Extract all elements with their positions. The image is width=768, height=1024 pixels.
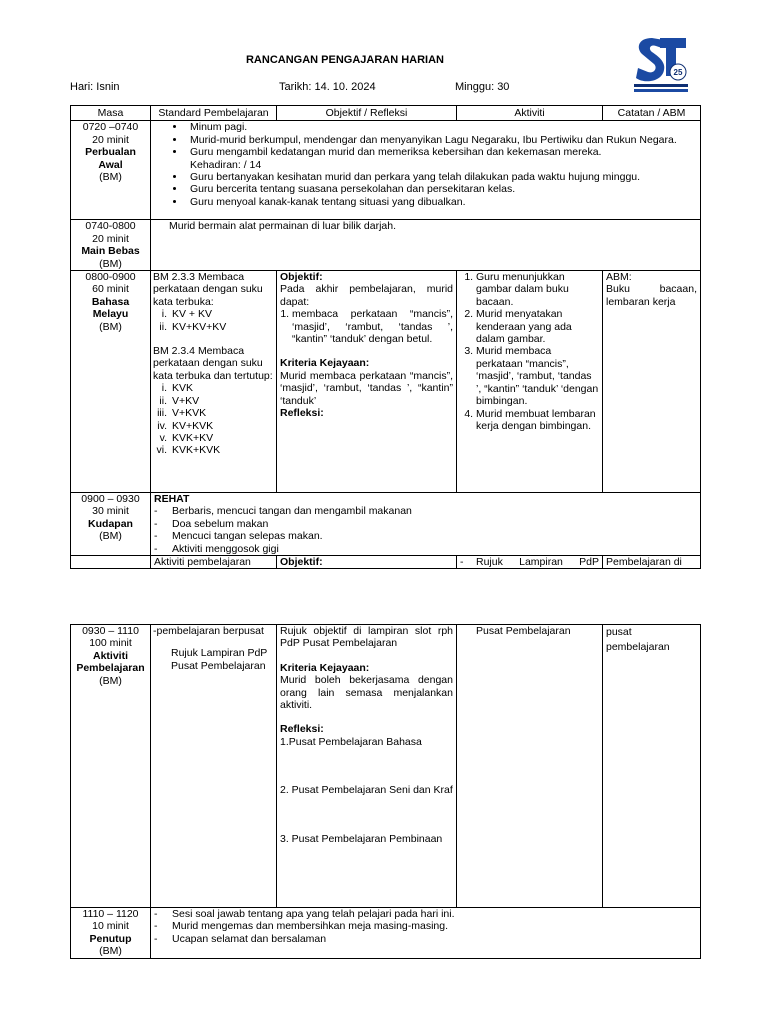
row-aktiviti-header: [71, 556, 701, 569]
list-item: - Aktiviti menggosok gigi: [154, 543, 697, 555]
activity-cell: [151, 908, 701, 959]
activity-cell: [151, 121, 701, 220]
minggu-label: Minggu: 30: [455, 81, 510, 93]
standard-cell: Aktiviti pembelajaran: [151, 556, 277, 569]
col-standard: Standard Pembelajaran: [151, 106, 277, 121]
time-cell: 0740-0800 20 minit Main Bebas (BM): [71, 220, 151, 271]
activity-cell: Murid bermain alat permainan di luar bilik darjah.: [151, 220, 701, 271]
catatan-cell: ABM: Buku bacaan, lembaran kerja: [603, 271, 701, 493]
col-objektif: Objektif / Refleksi: [277, 106, 457, 121]
objektif-cell: Rujuk objektif di lampiran slot rph PdP Pusat Pembelajaran Kriteria Kejayaan: Murid boleh bekerjasama dengan orang lain semasa menjalankan aktiviti. Refleksi: 1.Pusat Pembelajaran Bahasa 2. Pusat Pembelajaran Seni dan Kraf 3. Pusat Pembelajaran Pembinaan: [277, 625, 457, 908]
objektif-cell: Objektif: Pada akhir pembelajaran, murid dapat: 1. membaca perkataan “mancis”, ‘masjid’, ‘rambut, ‘tandas ’, “kantin” ‘tanduk’ dengan betul. Kriteria Kejayaan: Murid membaca perkataan “mancis”, ‘masjid’, ‘rambut, ‘tandas ’, “kantin” ‘tanduk’ Refleksi:: [277, 271, 457, 493]
table-header-row: [71, 106, 701, 121]
col-aktiviti: Aktiviti: [457, 106, 603, 121]
svg-text:25: 25: [673, 68, 683, 77]
aktiviti-cell: 1. Guru menunjukkan gambar dalam buku bacaan. 2. Murid menyatakan kenderaan yang ada dalam gambar. 3. Murid membaca perkataan “mancis”, ‘masjid’, ‘rambut, ‘tandas ’, “kantin” ‘tanduk’ ‘dengan bimbingan. 4. Murid membuat lembaran kerja dengan bimbingan.: [457, 271, 603, 493]
activity-cell: REHAT - Berbaris, mencuci tangan dan mengambil makanan - Doa sebelum makan - Mencuci tangan selepas makan. - Aktiviti menggosok gigi: [151, 493, 701, 556]
time-cell: [71, 556, 151, 569]
time-cell: 0720 –0740 20 minit Perbualan Awal (BM): [71, 121, 151, 220]
list-item: - Murid mengemas dan membersihkan meja masing-masing.: [154, 920, 697, 932]
row-perbualan-awal: [71, 121, 701, 220]
row-main-bebas: [71, 220, 701, 271]
list-item: • Guru bercerita tentang suasana persekolahan dan persekitaran kelas.: [186, 183, 697, 195]
time-cell: 0800-0900 60 minit Bahasa Melayu (BM): [71, 271, 151, 493]
list-item: • Murid-murid berkumpul, mendengar dan menyanyikan Lagu Negaraku, Ibu Pertiwiku dan Rukun Negara.: [186, 134, 697, 146]
row-penutup: [71, 908, 701, 959]
aktiviti-cell: - Rujuk Lampiran PdP: [457, 556, 603, 569]
col-masa: Masa: [71, 106, 151, 121]
time-cell: 0900 – 0930 30 minit Kudapan (BM): [71, 493, 151, 556]
plan-table-page2: [70, 624, 701, 959]
list-item: - Doa sebelum makan: [154, 518, 697, 530]
standard-cell: BM 2.3.3 Membaca perkataan dengan suku kata terbuka: i. KV + KV ii. KV+KV+KV BM 2.3.4 Membaca perkataan dengan suku kata terbuka dan tertutup: i. KVK ii. V+KV iii. V+KVK iv. KV+KVK v. KVK+KV vi. KVK+KVK: [151, 271, 277, 493]
list-item: - Sesi soal jawab tentang apa yang telah pelajari pada hari ini.: [154, 908, 697, 920]
page-title: RANCANGAN PENGAJARAN HARIAN: [245, 54, 444, 66]
row-aktiviti-pembelajaran: [71, 625, 701, 908]
plan-table-page1: [70, 105, 701, 569]
hari-label: Hari: Isnin: [70, 81, 120, 93]
row-bahasa-melayu: [71, 271, 701, 493]
time-cell: 0930 – 1110 100 minit Aktiviti Pembelajaran (BM): [71, 625, 151, 908]
objektif-cell: Objektif:: [277, 556, 457, 569]
school-logo: [632, 34, 690, 96]
time-cell: 1110 – 1120 10 minit Penutup (BM): [71, 908, 151, 959]
list-item: - Berbaris, mencuci tangan dan mengambil makanan: [154, 505, 697, 517]
list-item: - Mencuci tangan selepas makan.: [154, 530, 697, 542]
list-item: • Guru mengambil kedatangan murid dan memeriksa kebersihan dan kekemasan mereka. Kehadiran: / 14: [186, 146, 697, 171]
aktiviti-cell: Pusat Pembelajaran: [457, 625, 603, 908]
list-item: • Guru bertanyakan kesihatan murid dan perkara yang telah dilakukan pada waktu hujung minggu.: [186, 171, 697, 183]
catatan-cell: pusat pembelajaran: [603, 625, 701, 908]
list-item: • Minum pagi.: [186, 121, 697, 133]
col-catatan: Catatan / ABM: [603, 106, 701, 121]
row-kudapan: [71, 493, 701, 556]
catatan-cell: Pembelajaran di: [603, 556, 701, 569]
list-item: • Guru menyoal kanak-kanak tentang situasi yang dibualkan.: [186, 196, 697, 208]
tarikh-label: Tarikh: 14. 10. 2024: [279, 81, 376, 93]
list-item: - Ucapan selamat dan bersalaman: [154, 933, 697, 945]
standard-cell: -pembelajaran berpusat Rujuk Lampiran PdP Pusat Pembelajaran: [151, 625, 277, 908]
